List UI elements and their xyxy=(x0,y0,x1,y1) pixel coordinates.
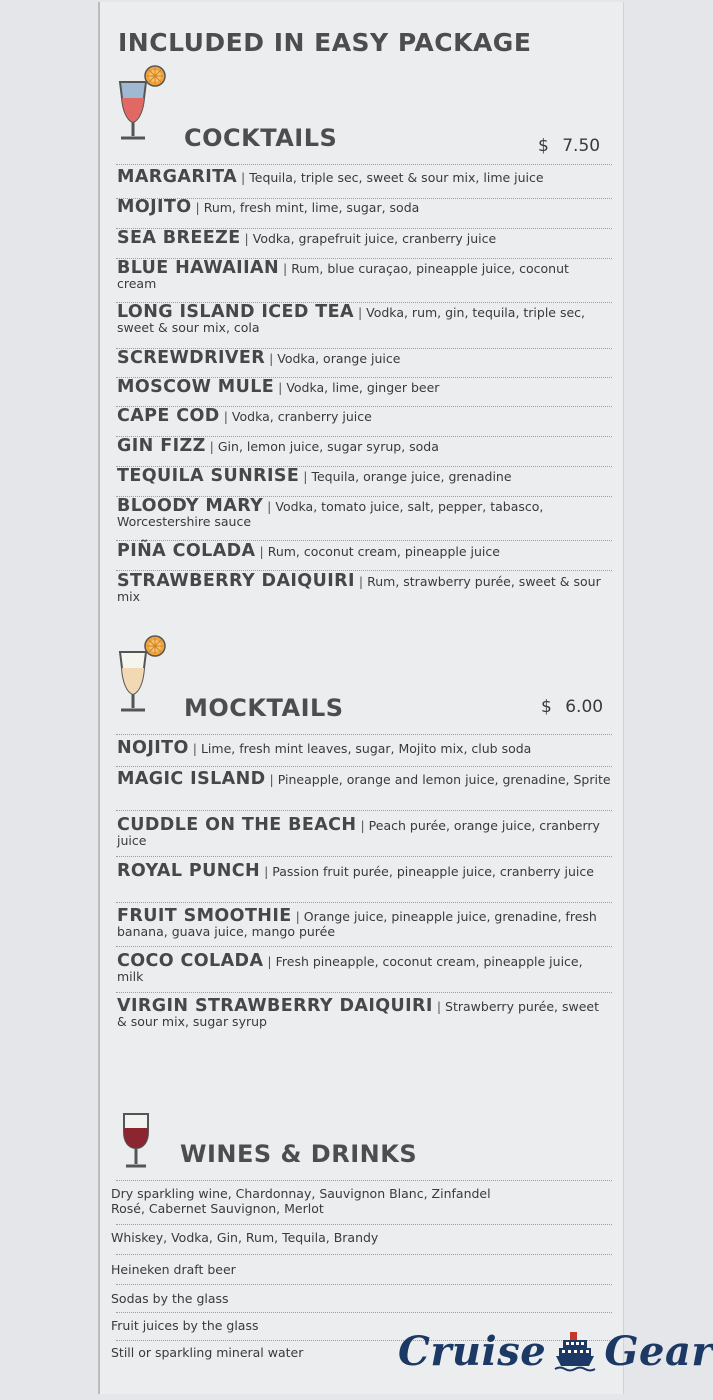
mocktail-item: COCO COLADA | Fresh pineapple, coconut cream, pineapple juice, milk xyxy=(117,951,583,984)
mocktail-item: ROYAL PUNCH | Passion fruit purée, pineapple juice, cranberry juice xyxy=(117,861,594,881)
cruise-gear-logo xyxy=(398,1328,713,1386)
cocktail-item: BLOODY MARY | Vodka, tomato juice, salt, pepper, tabasco, Worcestershire sauce xyxy=(117,496,544,529)
cocktail-item: TEQUILA SUNRISE | Tequila, orange juice, grenadine xyxy=(117,466,512,486)
mocktails-price: $ 6.00 xyxy=(541,697,604,717)
cocktail-item: MOSCOW MULE | Vodka, lime, ginger beer xyxy=(117,377,440,397)
cruise-ship-icon xyxy=(555,1330,595,1374)
wine-item: Fruit juices by the glass xyxy=(111,1318,259,1333)
divider xyxy=(116,1312,612,1313)
wine-item: Dry sparkling wine, Chardonnay, Sauvignon Blanc, Zinfandel Rosé, Cabernet Sauvignon, Merlot xyxy=(111,1186,491,1216)
wine-item: Still or sparkling mineral water xyxy=(111,1345,304,1360)
cocktail-item: BLUE HAWAIIAN | Rum, blue curaçao, pineapple juice, coconut cream xyxy=(117,258,569,291)
divider xyxy=(116,856,612,857)
wine-glass-icon xyxy=(118,1108,158,1172)
mocktail-item: CUDDLE ON THE BEACH | Peach purée, orange juice, cranberry juice xyxy=(117,815,600,848)
divider xyxy=(116,1224,612,1225)
divider xyxy=(116,1254,612,1255)
cocktail-item: GIN FIZZ | Gin, lemon juice, sugar syrup, soda xyxy=(117,436,439,456)
wine-item: Heineken draft beer xyxy=(111,1262,236,1277)
mocktails-title: MOCKTAILS xyxy=(184,694,344,722)
cocktail-item: MARGARITA | Tequila, triple sec, sweet & sour mix, lime juice xyxy=(117,167,544,187)
divider xyxy=(116,1284,612,1285)
cocktail-item: LONG ISLAND ICED TEA | Vodka, rum, gin, tequila, triple sec, sweet & sour mix, cola xyxy=(117,302,586,335)
cocktails-title: COCKTAILS xyxy=(184,124,338,152)
mocktail-item: FRUIT SMOOTHIE | Orange juice, pineapple juice, grenadine, fresh banana, guava juice, mango purée xyxy=(117,906,597,939)
mocktail-item: NOJITO | Lime, fresh mint leaves, sugar, Mojito mix, club soda xyxy=(117,738,532,758)
cocktails-price: $ 7.50 xyxy=(538,136,601,156)
divider xyxy=(116,1180,612,1181)
cocktail-glass-icon xyxy=(114,64,170,148)
cocktail-item: CAPE COD | Vodka, cranberry juice xyxy=(117,406,372,426)
logo-word-gear: Gear xyxy=(604,1328,713,1375)
cocktail-item: SEA BREEZE | Vodka, grapefruit juice, cranberry juice xyxy=(117,228,497,248)
divider xyxy=(116,164,612,165)
cocktail-item: PIÑA COLADA | Rum, coconut cream, pineapple juice xyxy=(117,541,500,561)
divider xyxy=(116,992,612,993)
wine-item: Whiskey, Vodka, Gin, Rum, Tequila, Brandy xyxy=(111,1230,379,1245)
cocktail-item: MOJITO | Rum, fresh mint, lime, sugar, soda xyxy=(117,197,420,217)
divider xyxy=(116,766,612,767)
divider xyxy=(116,734,612,735)
mocktail-glass-icon xyxy=(114,632,170,720)
cocktail-item: STRAWBERRY DAIQUIRI | Rum, strawberry purée, sweet & sour mix xyxy=(117,571,601,604)
logo-word-cruise: Cruise xyxy=(398,1328,547,1375)
wine-item: Sodas by the glass xyxy=(111,1291,229,1306)
divider xyxy=(116,946,612,947)
divider xyxy=(116,902,612,903)
divider xyxy=(116,810,612,811)
mocktail-item: VIRGIN STRAWBERRY DAIQUIRI | Strawberry purée, sweet & sour mix, sugar syrup xyxy=(117,996,600,1029)
mocktail-item: MAGIC ISLAND | Pineapple, orange and lemon juice, grenadine, Sprite xyxy=(117,769,611,789)
page-heading: INCLUDED IN EASY PACKAGE xyxy=(118,28,532,57)
cocktail-item: SCREWDRIVER | Vodka, orange juice xyxy=(117,348,401,368)
wines-title: WINES & DRINKS xyxy=(180,1140,418,1168)
